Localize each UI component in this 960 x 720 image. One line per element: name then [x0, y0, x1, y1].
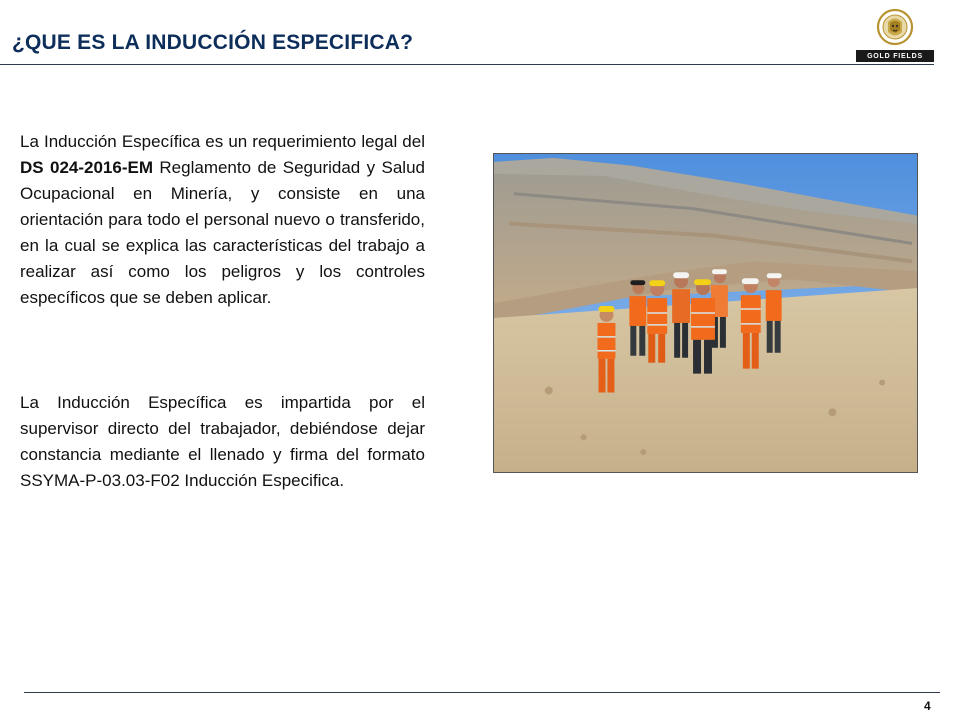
- page-number: 4: [924, 699, 931, 713]
- lion-emblem-icon: [876, 8, 914, 46]
- mine-site-workers-photo-icon: [494, 154, 917, 472]
- regulation-reference: DS 024-2016-EM: [20, 158, 154, 177]
- gold-fields-logo: [856, 8, 934, 62]
- intro-paragraph: [20, 129, 425, 311]
- slide-title: ¿QUE ES LA INDUCCIÓN ESPECIFICA?: [12, 31, 414, 54]
- intro-text-start: La Inducción Específica es un requerimiento legal del: [20, 132, 425, 151]
- intro-text-end: Reglamento de Seguridad y Salud Ocupacional en Minería, y consiste en una orientación para todo el personal nuevo o transferido, en la cual se explica las características del trabajo a realizar así como los peligros y los controles específicos que se deben aplicar.: [20, 158, 425, 307]
- mine-site-photo: [493, 153, 918, 473]
- delivery-paragraph: La Inducción Específica es impartida por el supervisor directo del trabajador, debiéndose dejar constancia mediante el llenado y firma del formato SSYMA-P-03.03-F02 Inducción Especifica.: [20, 393, 425, 490]
- title-divider: [0, 64, 934, 65]
- logo-wordmark: GOLD FIELDS: [856, 50, 934, 62]
- footer-divider: [24, 692, 940, 693]
